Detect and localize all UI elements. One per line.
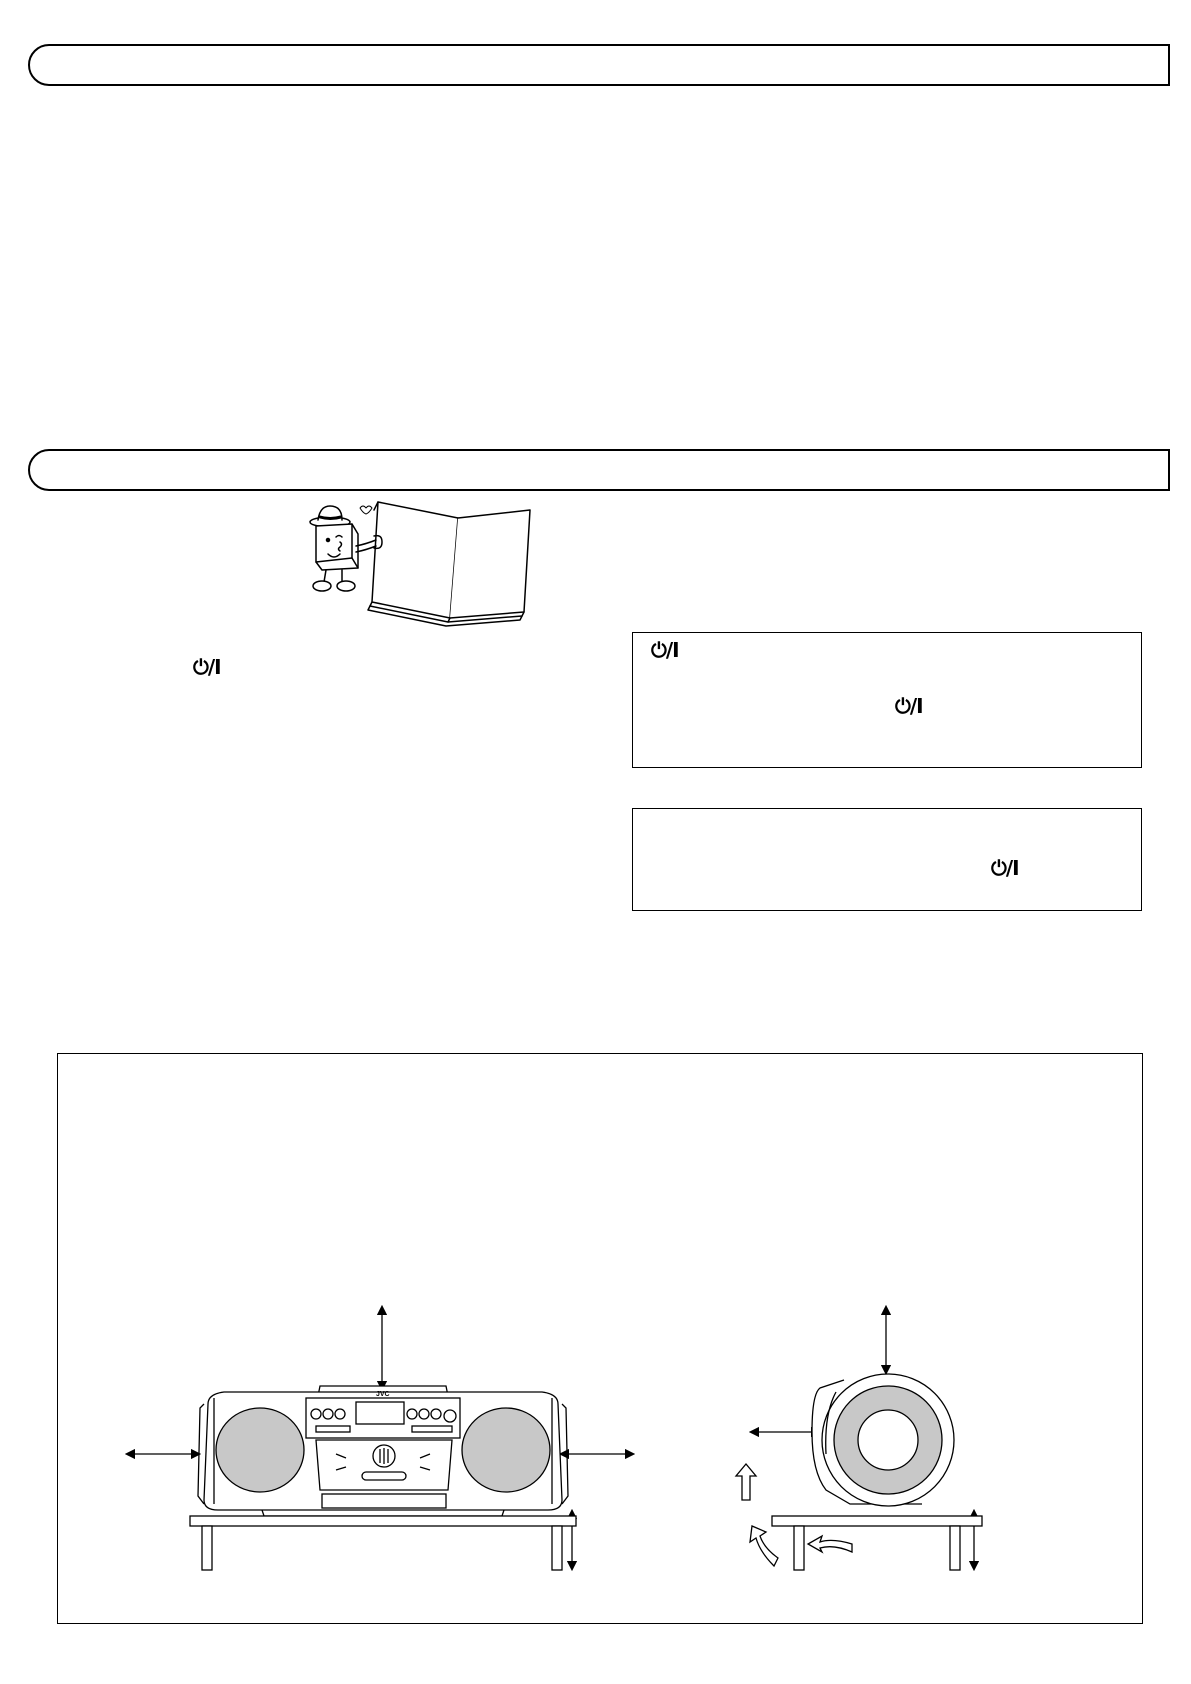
placement-diagram-frame — [57, 1053, 1143, 1624]
note-box-1 — [632, 632, 1142, 768]
boombox-front-view-diagram — [130, 1304, 650, 1574]
power-standby-icon: ⏻/I — [193, 655, 221, 679]
section-header-1 — [28, 44, 1170, 86]
boombox-side-view-diagram — [716, 1304, 1076, 1574]
brand-logo-text: JVC — [376, 1391, 390, 1398]
section-header-2 — [28, 449, 1170, 491]
power-standby-icon: ⏻/I — [991, 856, 1019, 880]
power-standby-icon: ⏻/I — [895, 694, 923, 718]
power-standby-icon: ⏻/I — [651, 638, 679, 662]
note-box-2 — [632, 808, 1142, 911]
mascot-reading-manual-icon — [300, 490, 540, 630]
